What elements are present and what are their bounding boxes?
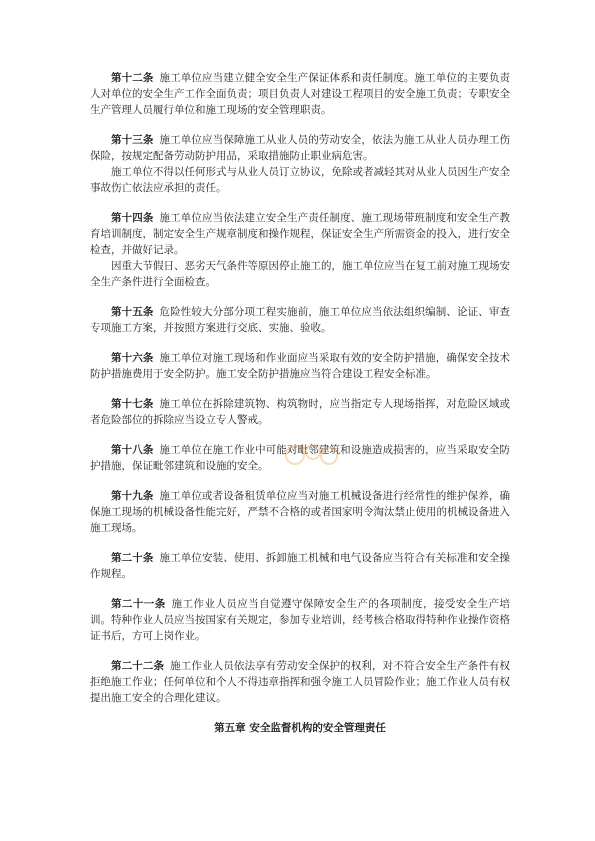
- article-continuation: [90, 258, 510, 290]
- article-number: 第十三条: [111, 134, 154, 146]
- article-text: 施工单位在施工作业中可能对毗邻建筑和设施造成损害的，应当采取安全防护措施，保证毗邻建筑和设施的安全。: [90, 444, 510, 472]
- article-text: 施工单位或者设备租赁单位应当对施工机械设备进行经常性的维护保养，确保施工现场的机械设备性能完好，严禁不合格的或者国家明令淘汰禁止使用的机械设备进入施工现场。: [90, 490, 510, 534]
- article-block: [90, 304, 510, 336]
- article-number: 第十二条: [111, 72, 154, 84]
- chapter-title: 第五章 安全监督机构的安全管理责任: [214, 722, 386, 734]
- article-paragraph: [90, 596, 510, 644]
- watermark-logo-icon: [283, 440, 343, 470]
- article-block: [90, 596, 510, 644]
- article-paragraph: [90, 550, 510, 582]
- article-number: 第二十条: [111, 552, 154, 564]
- article-number: 第十四条: [111, 212, 154, 224]
- document-page: [90, 70, 510, 735]
- article-block: [90, 210, 510, 290]
- article-text: 施工单位在拆除建筑物、构筑物时，应当指定专人现场指挥，对危险区域或者危险部位的拆除应当设立专人警戒。: [90, 398, 510, 426]
- article-block: [90, 132, 510, 196]
- article-text: 施工作业人员应当自觉遵守保障安全生产的各项制度，接受安全生产培训。特种作业人员应当按国家有关规定，参加专业培训，经考核合格取得特种作业操作资格证书后，方可上岗作业。: [90, 598, 511, 642]
- article-paragraph: [90, 304, 510, 336]
- article-paragraph: [90, 132, 510, 164]
- article-number: 第十七条: [111, 398, 154, 410]
- article-paragraph: [90, 658, 510, 706]
- article-text: 施工单位应当保障施工从业人员的劳动安全，依法为施工从业人员办理工伤保险，按规定配备劳动防护用品，采取措施防止职业病危害。: [90, 134, 510, 162]
- article-text: 因重大节假日、恶劣天气条件等原因停止施工的，施工单位应当在复工前对施工现场安全生产条件进行全面检查。: [90, 260, 510, 288]
- article-number: 第二十一条: [111, 598, 166, 610]
- article-text: 施工作业人员依法享有劳动安全保护的权利，对不符合安全生产条件有权拒绝施工作业；任何单位和个人不得违章指挥和强令施工人员冒险作业；施工作业人员有权提出施工安全的合理化建议。: [90, 660, 510, 704]
- article-paragraph: [90, 488, 510, 536]
- article-block: [90, 396, 510, 428]
- article-number: 第十五条: [111, 306, 154, 318]
- article-text: 施工单位应当建立健全安全生产保证体系和责任制度。施工单位的主要负责人对单位的安全生产工作全面负责；项目负责人对建设工程项目的安全施工负责；专职安全生产管理人员履行单位和施工现场的安全管理职责。: [90, 72, 510, 116]
- article-paragraph: [90, 396, 510, 428]
- article-text: 施工单位对施工现场和作业面应当采取有效的安全防护措施，确保安全技术防护措施费用于安全防护。施工安全防护措施应当符合建设工程安全标准。: [90, 352, 510, 380]
- article-number: 第十六条: [111, 352, 154, 364]
- article-number: 第十九条: [111, 490, 154, 502]
- article-block: [90, 70, 510, 118]
- article-paragraph: [90, 70, 510, 118]
- article-block: [90, 550, 510, 582]
- article-text: 施工单位不得以任何形式与从业人员订立协议，免除或者减轻其对从业人员因生产安全事故伤亡依法应承担的责任。: [90, 166, 510, 194]
- article-block: [90, 658, 510, 706]
- article-paragraph: [90, 210, 510, 258]
- article-block: [90, 350, 510, 382]
- article-text: 施工单位应当依法建立安全生产责任制度、施工现场带班制度和安全生产教育培训制度，制定安全生产规章制度和操作规程，保证安全生产所需资金的投入，进行安全检查，并做好记录。: [90, 212, 510, 256]
- article-number: 第二十二条: [111, 660, 165, 672]
- article-number: 第十八条: [111, 444, 154, 456]
- article-block: [90, 488, 510, 536]
- article-text: 危险性较大分部分项工程实施前，施工单位应当依法组织编制、论证、审查专项施工方案，并按照方案进行交底、实施、验收。: [90, 306, 510, 334]
- article-list: [90, 70, 510, 706]
- article-continuation: [90, 164, 510, 196]
- article-paragraph: [90, 350, 510, 382]
- article-text: 施工单位安装、使用、拆卸施工机械和电气设备应当符合有关标准和安全操作规程。: [90, 552, 510, 580]
